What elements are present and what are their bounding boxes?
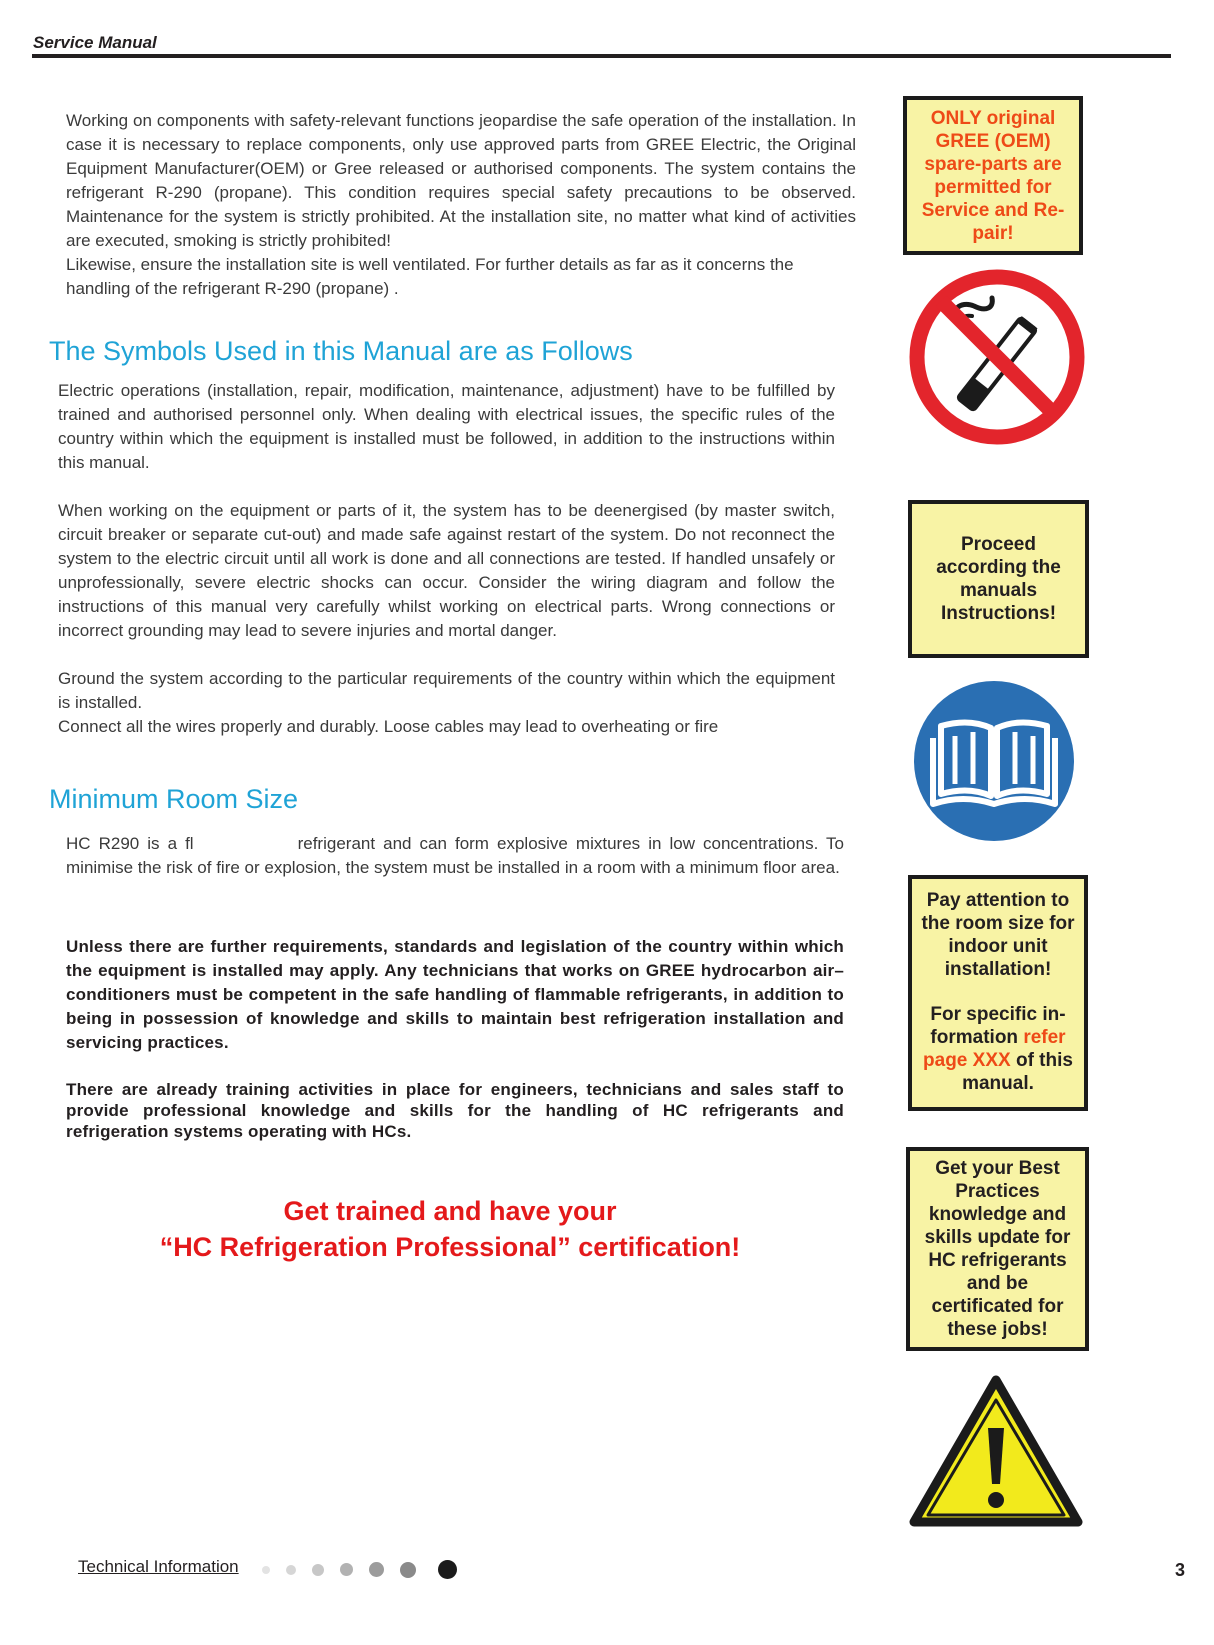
symbols-paragraph-1: Electric operations (installation, repair, modification, maintenance, adjustment) have to be fulfilled by trained and authorised personnel only. When dealing with electrical issues, the specific rules of the country within which the equipment is installed must be followed, in addition to the instructions within this manual. [58,381,835,472]
room-size-notice-text: Pay attention to the room size for indoor unit installation! [921,890,1075,980]
room-size-paragraph-1-rest: refrigerant and can form explosive mixtures in low concentrations. To minimise the risk of fire or explosion, the system must be installed in a room with a minimum floor area. [66,834,844,877]
header-divider [32,54,1171,58]
warning-triangle-icon [906,1372,1086,1532]
page-header-title: Service Manual [33,33,157,52]
progress-dot-active [438,1560,457,1579]
room-size-notice-refer [918,1003,1078,1095]
progress-dot [400,1562,416,1578]
symbols-section-body [58,379,835,739]
symbols-paragraph-3b: Connect all the wires properly and durably. Loose cables may lead to overheating or fire [58,717,719,736]
proceed-manual-notice-text: Proceed according the manuals Instructions! [936,534,1061,624]
progress-dots [262,1560,457,1579]
training-block [66,1079,844,1142]
room-size-section-heading: Minimum Room Size [49,784,299,814]
no-smoking-icon [908,268,1086,446]
symbols-section-heading: The Symbols Used in this Manual are as Follows [49,336,633,366]
room-size-notice-page-reference: refer page XXX [923,1027,1066,1071]
page-number: 3 [1175,1560,1186,1580]
progress-dot [340,1563,353,1576]
room-size-notice-refer-start: For specific in-formation [930,1004,1066,1048]
room-size-notice [908,875,1088,1111]
training-paragraph: There are already training activities in place for engineers, technicians and sales staff to provide professional knowledge and skills for the handling of HC refrigerants and refrigeration systems operating with HCs. [66,1080,844,1141]
room-size-notice-refer-end: of this manual. [962,1050,1073,1094]
symbols-paragraph-3a: Ground the system according to the particular requirements of the country within which the equipment is installed. [58,669,835,712]
proceed-manual-notice [908,500,1089,658]
certification-callout [140,1193,760,1265]
footer-section-link[interactable]: Technical Information [78,1557,239,1576]
read-manual-icon [913,680,1075,842]
oem-parts-notice-text: ONLY original GREE (OEM) spare-parts are permitted for Service and Re-pair! [921,107,1065,244]
room-size-paragraph-1 [66,832,844,880]
competence-block [66,935,844,1055]
progress-dot [286,1565,296,1575]
competence-paragraph: Unless there are further requirements, standards and legislation of the country within which the equipment is installed may apply. Any technicians that works on GREE hydrocarbon air– conditioners must be competent in the safe handling of flammable refrigerants, in addition to being in possession of knowledge and skills to maintain best refrigeration installation and servicing practices. [66,937,844,1052]
training-notice [906,1147,1089,1351]
certification-callout-line-1: Get trained and have your [283,1196,617,1226]
intro-paragraph-2: Likewise, ensure the installation site is well ventilated. For further details as far as it concerns the handling of the refrigerant R-290 (propane) . [66,255,794,298]
progress-dot [262,1566,270,1574]
progress-dot [312,1564,324,1576]
progress-dot [369,1562,384,1577]
room-size-body [66,832,844,880]
intro-block [66,109,856,301]
symbols-paragraph-2: When working on the equipment or parts of it, the system has to be deenergised (by master switch, circuit breaker or separate cut-out) and made safe against restart of the system. Do not reconnect the system to the electric circuit until all work is done and all connections are tested. If handled unsafely or unprofessionally, severe electric shocks can occur. Consider the wiring diagram and follow the instructions of this manual very carefully whilst working on electrical parts. Wrong connections or incorrect grounding may lead to severe injuries and mortal danger. [58,501,835,640]
room-size-paragraph-1-start: HC R290 is a fl [66,834,194,853]
intro-paragraph-1: Working on components with safety-relevant functions jeopardise the safe operation of the installation. In case it is necessary to replace components, only use approved parts from GREE Electric, the Original Equipment Manufacturer(OEM) or Gree released or authorised components. The system contains the refrigerant R-290 (propane). This condition requires special safety precautions to be observed. Maintenance for the system is strictly prohibited. At the installation site, no matter what kind of activities are executed, smoking is strictly prohibited! [66,111,856,250]
certification-callout-line-2: “HC Refrigeration Professional” certification! [159,1232,741,1262]
training-notice-text: Get your Best Practices knowledge and skills update for HC refrigerants and be certificated for these jobs! [924,1158,1071,1340]
oem-parts-notice [903,96,1083,255]
